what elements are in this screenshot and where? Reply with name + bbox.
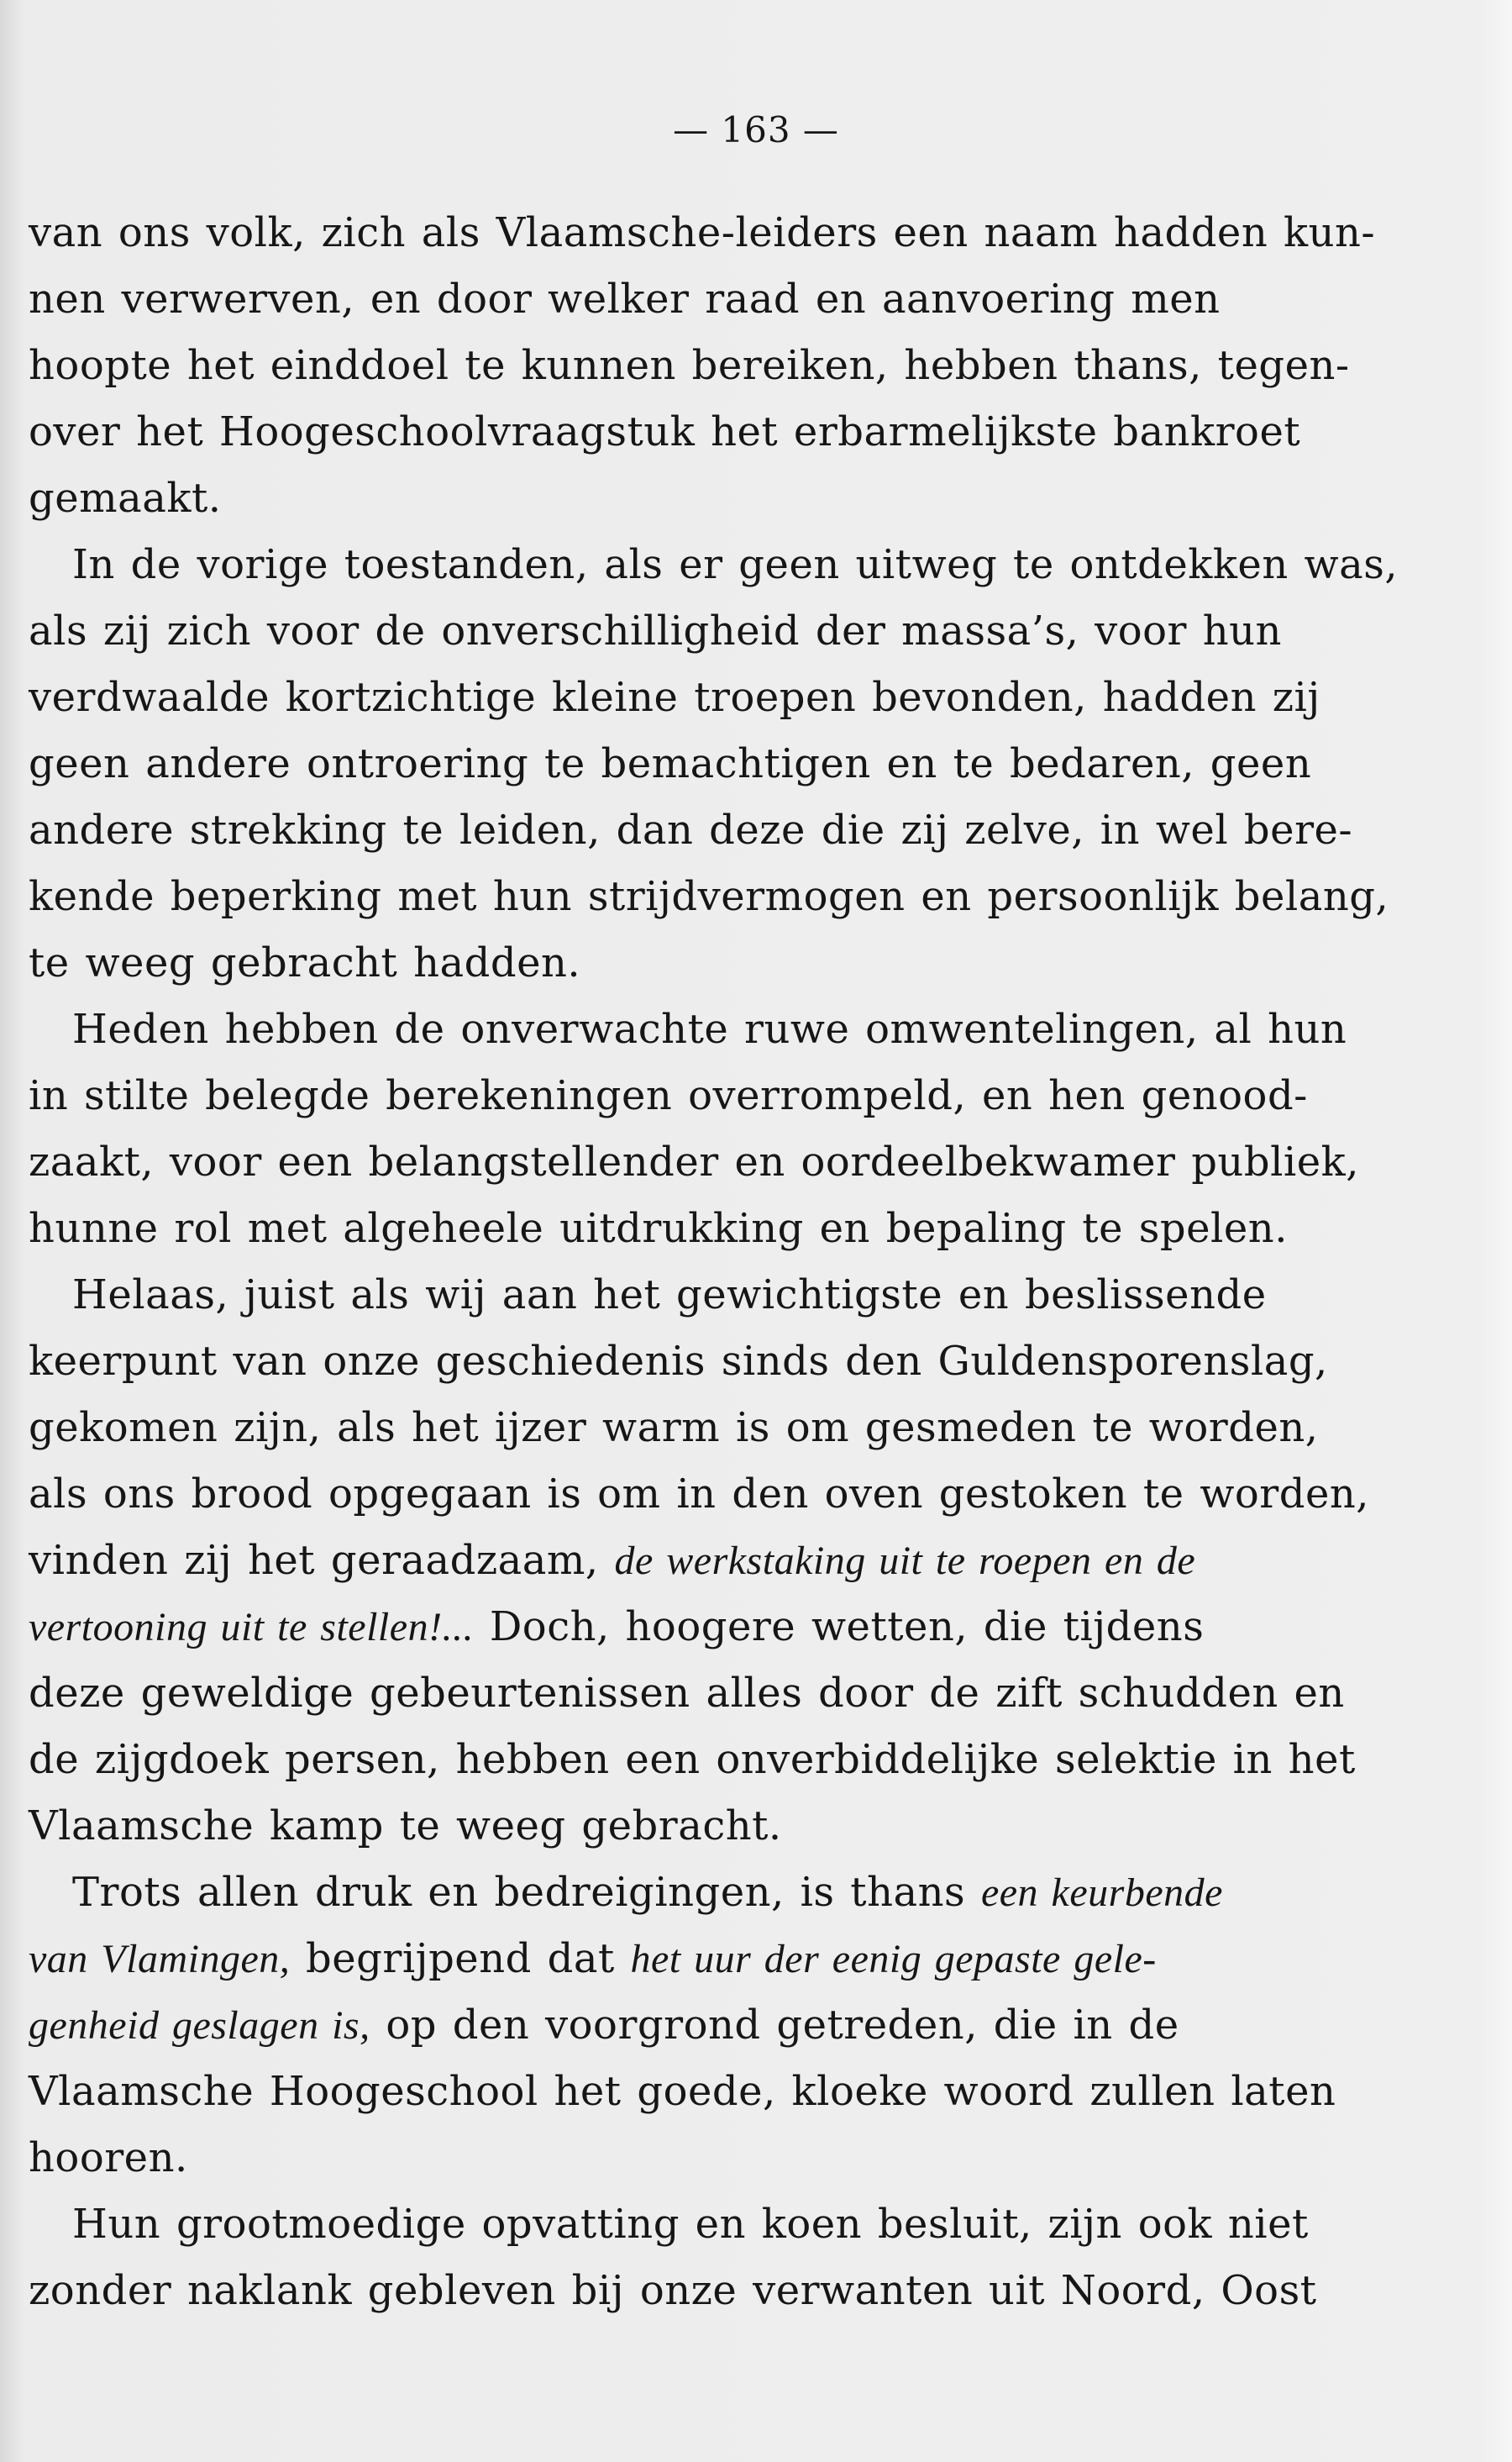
text-line: zonder naklank gebleven bij onze verwanten uit Noord, Oost — [29, 2267, 1317, 2314]
paragraph-2 — [29, 532, 1406, 997]
italic-run: het uur der eenig gepaste gele- — [630, 1937, 1157, 1981]
text-run: begrijpend dat — [290, 1935, 631, 1982]
text-line: In de vorige toestanden, als er geen uitweg te ontdekken was, — [72, 541, 1399, 588]
text-line: van ons volk, zich als Vlaamsche-leiders een naam hadden kun- — [29, 209, 1376, 256]
text-run: op den voorgrond getreden, die in de — [370, 2002, 1179, 2049]
text-line: nen verwerven, en door welker raad en aanvoering men — [29, 276, 1221, 323]
text-line: Hun grootmoedige opvatting en koen besluit, zijn ook niet — [72, 2201, 1309, 2248]
text-line: als zij zich voor de onverschilligheid der massa’s, voor hun — [29, 608, 1282, 655]
paragraph-3 — [29, 997, 1406, 1262]
body-text — [29, 200, 1406, 2324]
paragraph-4 — [29, 1262, 1406, 1860]
text-line: Vlaamsche kamp te weeg gebracht. — [29, 1802, 782, 1849]
paragraph-1 — [29, 200, 1406, 532]
text-line: keerpunt van onze geschiedenis sinds den Guldensporenslag, — [29, 1338, 1328, 1385]
text-line: als ons brood opgegaan is om in den oven gestoken te worden, — [29, 1470, 1370, 1518]
italic-run: vertooning uit te stellen!... — [29, 1605, 475, 1649]
text-line — [29, 1860, 1406, 1926]
text-line: kende beperking met hun strijdvermogen en persoonlijk belang, — [29, 873, 1389, 920]
text-line: gemaakt. — [29, 475, 222, 522]
text-line: hooren. — [29, 2134, 188, 2181]
text-line: Vlaamsche Hoogeschool het goede, kloeke woord zullen laten — [29, 2068, 1336, 2115]
text-line: Helaas, juist als wij aan het gewichtigste en beslissende — [72, 1271, 1267, 1318]
text-line: hoopte het einddoel te kunnen bereiken, hebben thans, tegen- — [29, 342, 1350, 389]
text-line: verdwaalde kortzichtige kleine troepen bevonden, hadden zij — [29, 674, 1320, 721]
text-line — [29, 1992, 1406, 2059]
text-line: in stilte belegde berekeningen overrompeld, en hen genood- — [29, 1072, 1308, 1119]
text-line — [29, 1926, 1406, 1992]
italic-run: een keurbende — [980, 1870, 1223, 1915]
text-line — [29, 1528, 1406, 1594]
text-run: Doch, hoogere wetten, die tijdens — [474, 1603, 1205, 1650]
text-line: over het Hoogeschoolvraagstuk het erbarmelijkste bankroet — [29, 408, 1301, 455]
paragraph-6 — [29, 2191, 1406, 2324]
text-run: vinden zij het geraadzaam, — [29, 1537, 615, 1584]
text-run: Trots allen druk en bedreigingen, is thans — [72, 1869, 981, 1916]
text-line: deze geweldige gebeurtenissen alles door de zift schudden en — [29, 1670, 1345, 1717]
text-line: Heden hebben de onverwachte ruwe omwentelingen, al hun — [72, 1006, 1347, 1053]
italic-run: van Vlamingen, — [29, 1937, 291, 1981]
text-line: zaakt, voor een belangstellender en oordeelbekwamer publiek, — [29, 1139, 1360, 1186]
text-line: hunne rol met algeheele uitdrukking en bepaling te spelen. — [29, 1205, 1288, 1252]
italic-run: de werkstaking uit te roepen en de — [614, 1539, 1196, 1583]
text-line: andere strekking te leiden, dan deze die zij zelve, in wel bere- — [29, 807, 1353, 854]
page-number: — 163 — — [673, 109, 839, 150]
text-line: te weeg gebracht hadden. — [29, 939, 581, 986]
italic-run: genheid geslagen is, — [29, 2003, 370, 2048]
text-line: gekomen zijn, als het ijzer warm is om gesmeden te worden, — [29, 1404, 1319, 1451]
text-line: geen andere ontroering te bemachtigen en te bedaren, geen — [29, 740, 1312, 787]
text-line: de zijgdoek persen, hebben een onverbiddelijke selektie in het — [29, 1736, 1356, 1783]
paragraph-5 — [29, 1860, 1406, 2191]
text-line — [29, 1594, 1406, 1660]
